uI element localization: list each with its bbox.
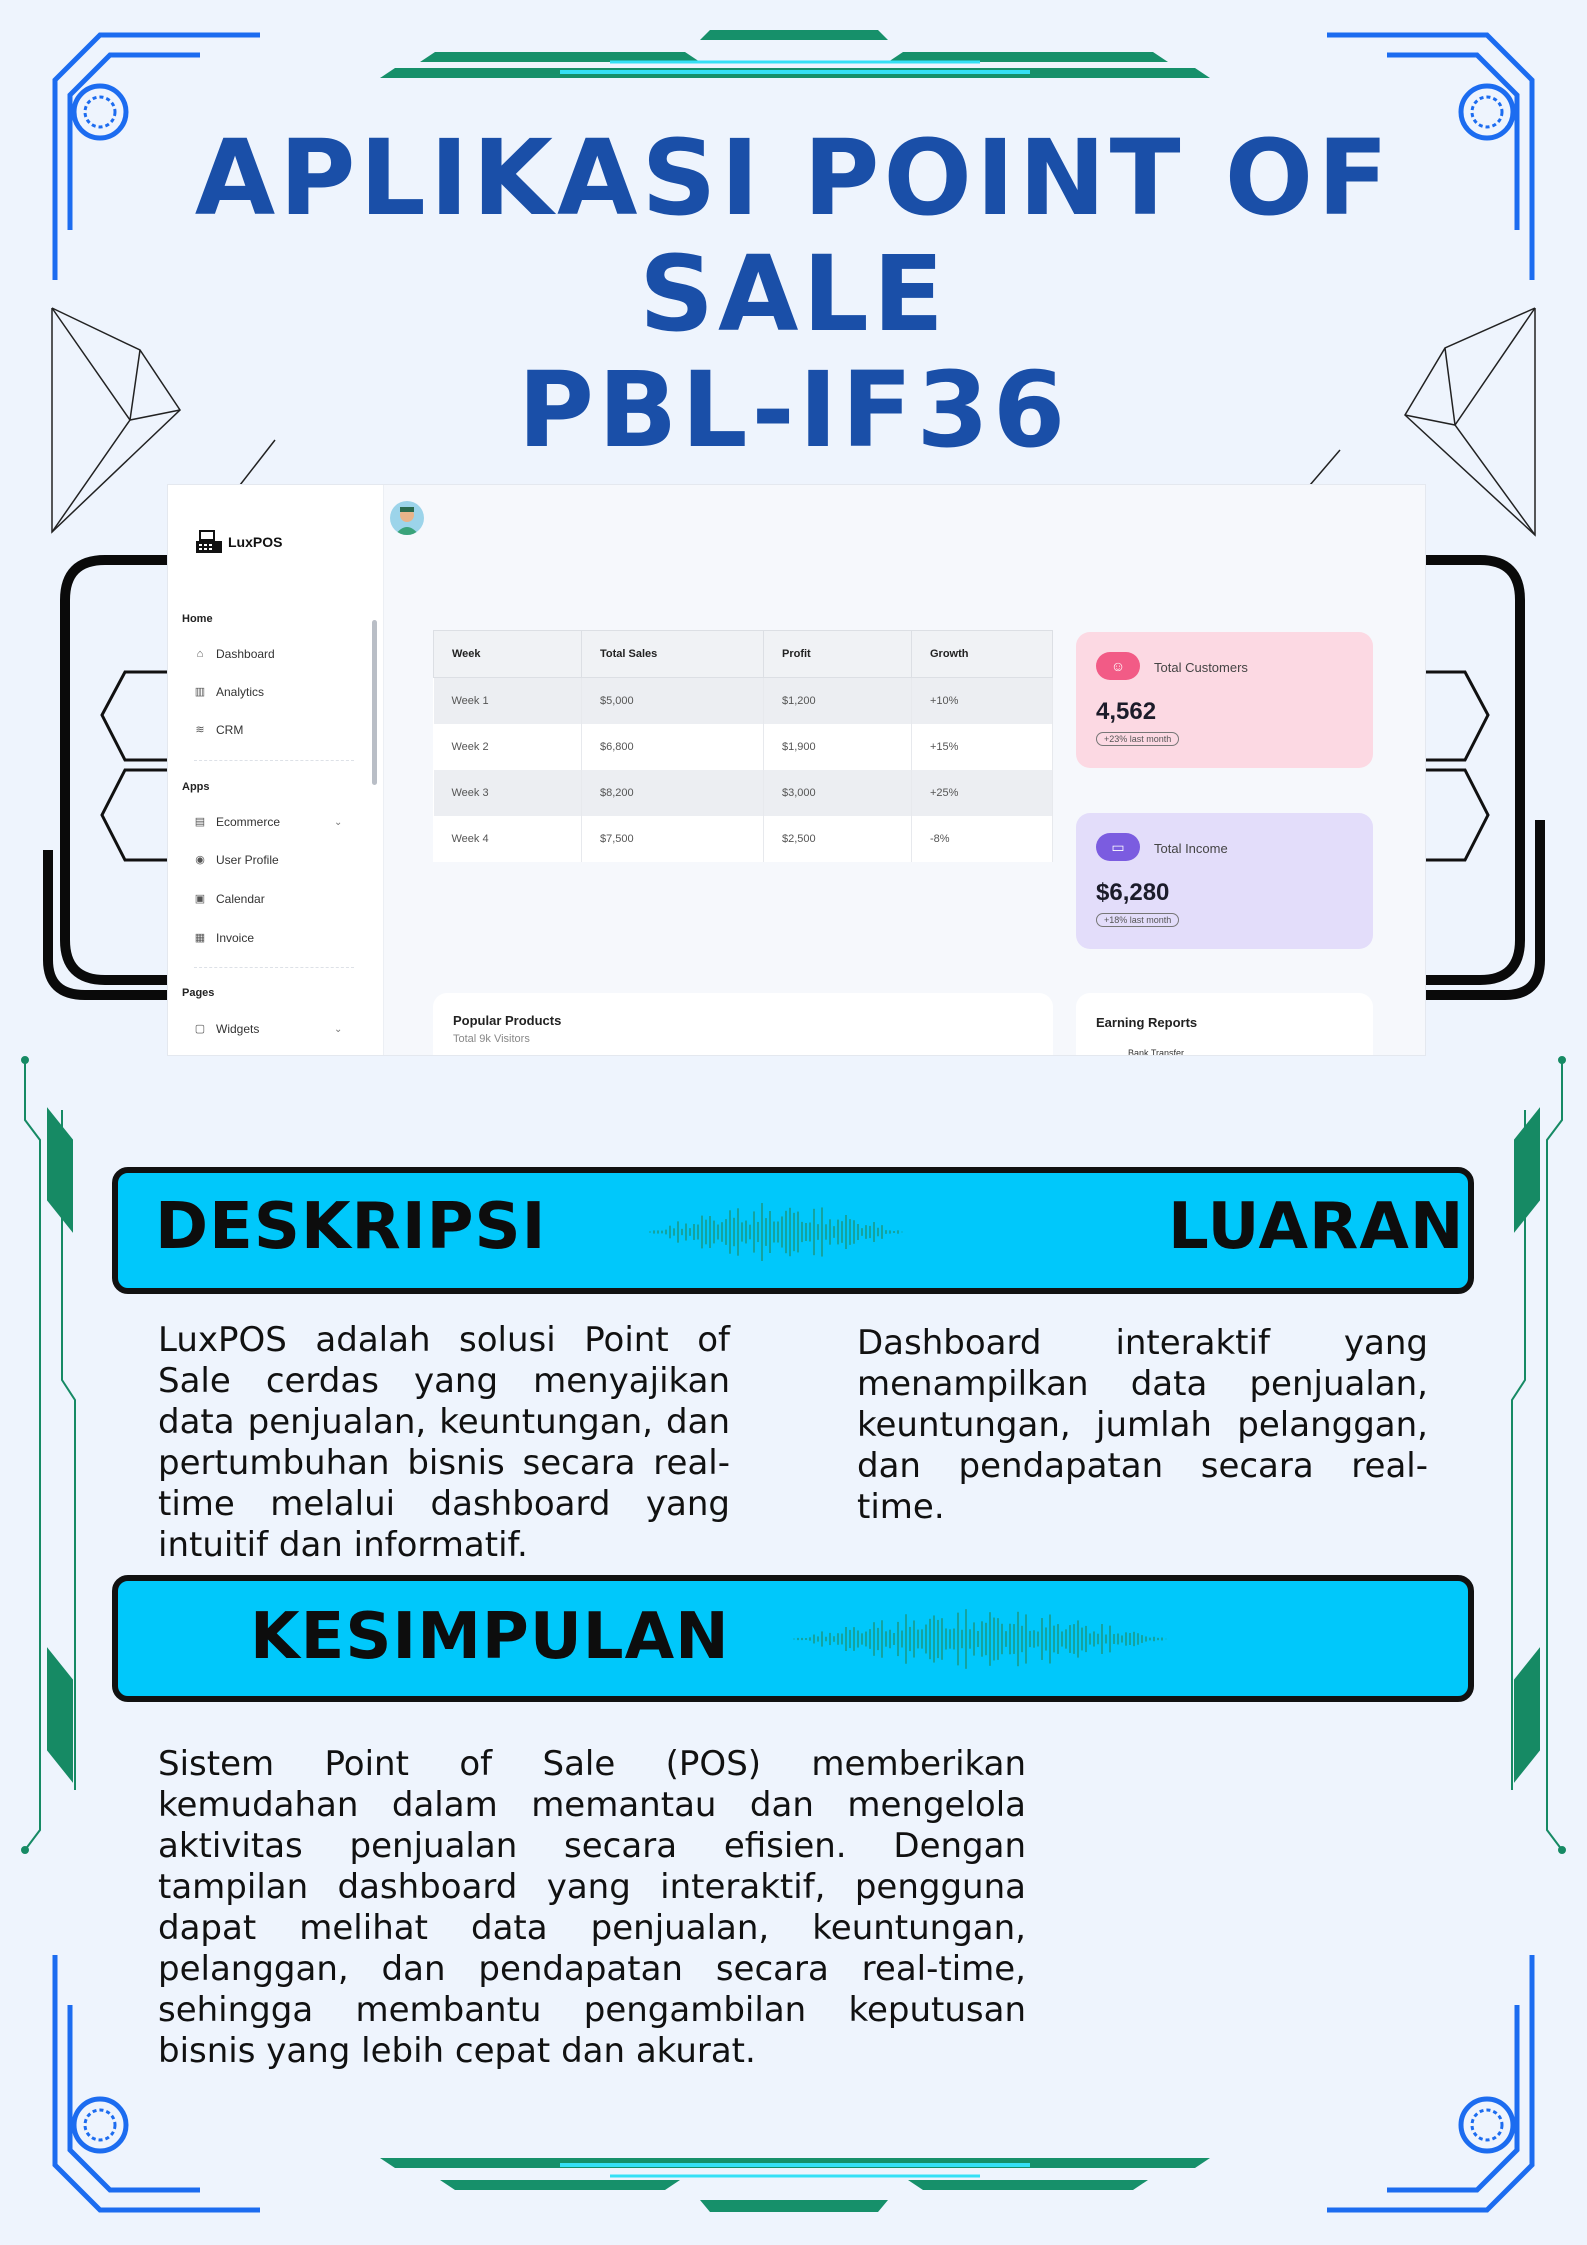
table-cell: +25% xyxy=(912,770,1053,816)
column-header[interactable]: Growth xyxy=(912,631,1053,678)
sales-table xyxy=(433,630,1053,862)
popular-products-card[interactable] xyxy=(433,993,1053,1055)
calendar-icon: ▣ xyxy=(194,893,206,905)
table-row[interactable] xyxy=(434,678,1053,725)
deskripsi-text: LuxPOS adalah solusi Point of Sale cerdas yang menyajikan data penjualan, keuntungan, dan pertumbuhan bisnis secara real-time melalui dashboard yang intuitif dan informatif. xyxy=(158,1320,730,1565)
sidebar-item-dashboard[interactable] xyxy=(194,647,275,661)
wallet-icon: ▭ xyxy=(1096,833,1140,861)
kesimpulan-heading: KESIMPULAN xyxy=(250,1600,730,1674)
sidebar-item-ecommerce[interactable] xyxy=(194,815,280,829)
card-value: 4,562 xyxy=(1096,698,1157,725)
table-cell: +10% xyxy=(912,678,1053,725)
title-line-2: SALE xyxy=(639,233,948,355)
section-apps: Apps xyxy=(182,781,210,793)
card-badge: +18% last month xyxy=(1096,913,1179,927)
card-label: Total Customers xyxy=(1154,660,1248,675)
avatar[interactable] xyxy=(390,501,424,535)
sidebar-item-label: Ecommerce xyxy=(216,815,281,829)
chevron-down-icon[interactable]: ⌄ xyxy=(334,1024,343,1035)
sidebar-item-label: User Profile xyxy=(216,853,279,867)
bottom-right-corner xyxy=(1327,1955,1532,2210)
sidebar-item-calendar[interactable] xyxy=(194,892,265,906)
cash-register-icon xyxy=(194,527,224,557)
left-circuit-decoration xyxy=(22,1057,75,1853)
table-cell: $1,200 xyxy=(764,678,912,725)
title-line-1: APLIKASI POINT OF xyxy=(194,117,1393,239)
dashboard-screenshot xyxy=(168,485,1425,1055)
table-cell: $8,200 xyxy=(582,770,764,816)
brand-name: LuxPOS xyxy=(228,534,283,550)
basket-icon: ▤ xyxy=(194,816,206,828)
luaran-heading: LUARAN xyxy=(1168,1190,1465,1264)
customers-icon: ☺ xyxy=(1096,652,1140,680)
earning-reports-card[interactable] xyxy=(1076,993,1373,1055)
card-label: Total Income xyxy=(1154,841,1228,856)
sidebar-item-label: Analytics xyxy=(216,685,265,699)
card-subtitle: Total 9k Visitors xyxy=(453,1033,530,1045)
table-cell: $5,000 xyxy=(582,678,764,725)
table-row[interactable] xyxy=(434,816,1053,862)
divider xyxy=(194,967,354,968)
table-cell: Week 3 xyxy=(434,770,582,816)
top-strip-decoration xyxy=(380,30,1210,78)
table-row[interactable] xyxy=(434,724,1053,770)
table-cell: $6,800 xyxy=(582,724,764,770)
sidebar xyxy=(168,485,384,1055)
title-line-3: PBL-IF36 xyxy=(517,349,1070,471)
column-header[interactable]: Week xyxy=(434,631,582,678)
section-home: Home xyxy=(182,613,213,625)
sidebar-item-user-profile[interactable] xyxy=(194,853,279,867)
sidebar-item-invoice[interactable] xyxy=(194,931,254,945)
poster-title xyxy=(0,117,1587,471)
deskripsi-heading: DESKRIPSI xyxy=(155,1190,547,1264)
table-cell: $1,900 xyxy=(764,724,912,770)
earning-item: Bank Transfer xyxy=(1128,1048,1185,1055)
card-badge: +23% last month xyxy=(1096,732,1179,746)
widget-icon: ▢ xyxy=(194,1023,206,1035)
right-circuit-decoration xyxy=(1512,1057,1565,1853)
invoice-icon: ▦ xyxy=(194,932,206,944)
layers-icon: ≋ xyxy=(195,724,205,736)
brand-logo[interactable] xyxy=(194,527,282,557)
user-avatar-icon xyxy=(390,501,424,535)
sidebar-item-crm[interactable] xyxy=(194,723,243,737)
table-cell: +15% xyxy=(912,724,1053,770)
sidebar-item-widgets[interactable] xyxy=(194,1022,259,1036)
luaran-text: Dashboard interaktif yang menampilkan data penjualan, keuntungan, jumlah pelanggan, dan pendapatan secara real-time. xyxy=(857,1323,1428,1527)
total-customers-card[interactable] xyxy=(1076,632,1373,768)
table-row[interactable] xyxy=(434,770,1053,816)
user-icon: ◉ xyxy=(195,854,205,866)
table-cell: Week 2 xyxy=(434,724,582,770)
table-cell: $2,500 xyxy=(764,816,912,862)
soundwave-icon xyxy=(792,1606,1168,1672)
home-icon: ⌂ xyxy=(196,648,204,660)
chart-icon: ▥ xyxy=(194,686,206,698)
table-header-row xyxy=(434,631,1053,678)
sidebar-scrollbar[interactable] xyxy=(372,620,377,785)
section-pages: Pages xyxy=(182,987,215,999)
bottom-strip-decoration xyxy=(380,2158,1210,2212)
sidebar-item-label: Dashboard xyxy=(216,647,275,661)
table-cell: Week 4 xyxy=(434,816,582,862)
sidebar-item-analytics[interactable] xyxy=(194,685,264,699)
soundwave-icon xyxy=(648,1200,904,1264)
divider xyxy=(194,760,354,761)
sidebar-item-label: CRM xyxy=(216,723,244,737)
column-header[interactable]: Profit xyxy=(764,631,912,678)
sidebar-item-label: Calendar xyxy=(216,892,265,906)
sidebar-item-label: Widgets xyxy=(216,1022,260,1036)
sidebar-item-label: Invoice xyxy=(216,931,255,945)
kesimpulan-text: Sistem Point of Sale (POS) memberikan kemudahan dalam memantau dan mengelola aktivitas penjualan secara efisien. Dengan tampilan dashboard yang interaktif, pengguna dapat melihat data penjualan, keuntungan, pelanggan, dan pendapatan secara real-time, sehingga membantu pengambilan keputusan bisnis yang lebih cepat dan akurat. xyxy=(158,1744,1026,2071)
column-header[interactable]: Total Sales xyxy=(582,631,764,678)
total-income-card[interactable] xyxy=(1076,813,1373,949)
chevron-down-icon[interactable]: ⌄ xyxy=(334,817,343,828)
card-title: Popular Products xyxy=(453,1013,562,1028)
table-cell: $3,000 xyxy=(764,770,912,816)
card-title: Earning Reports xyxy=(1096,1015,1198,1030)
table-cell: $7,500 xyxy=(582,816,764,862)
table-cell: Week 1 xyxy=(434,678,582,725)
table-cell: -8% xyxy=(912,816,1053,862)
card-value: $6,280 xyxy=(1096,879,1170,906)
